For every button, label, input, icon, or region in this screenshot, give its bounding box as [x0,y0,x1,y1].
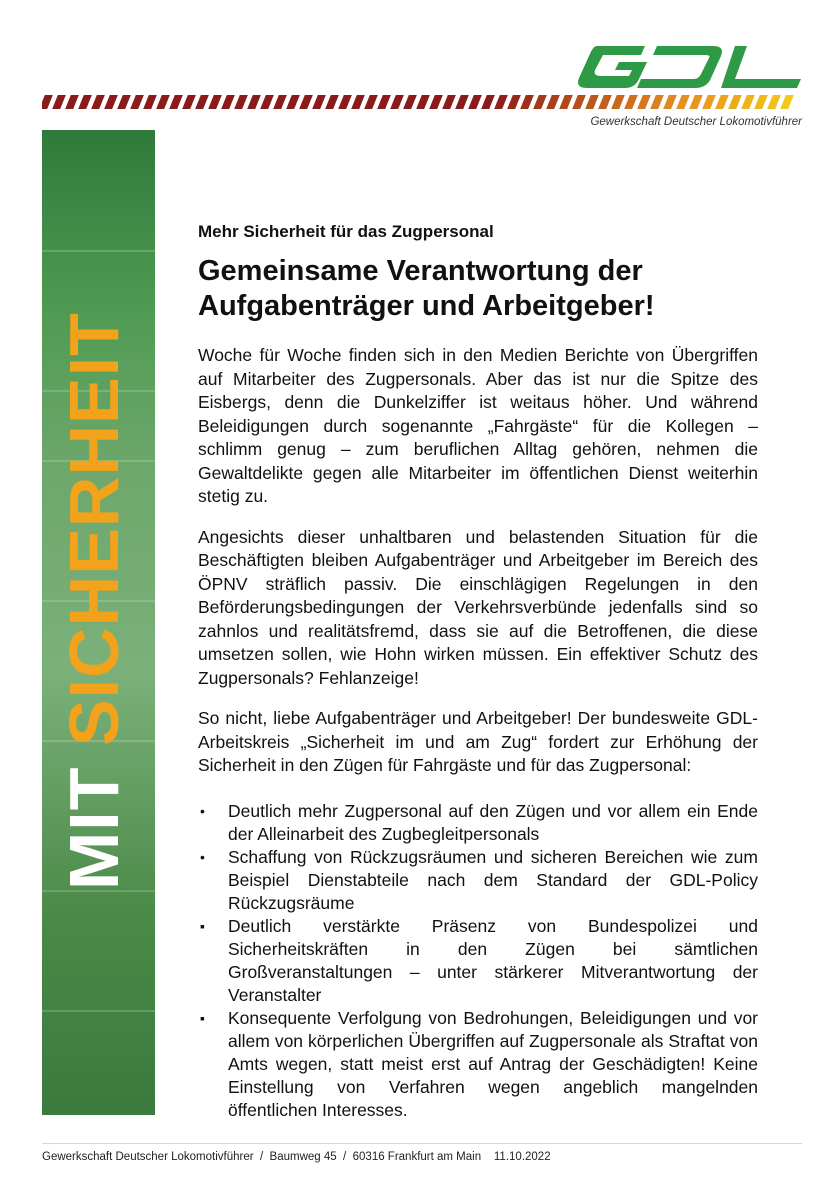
stripe-dash [429,95,443,109]
article [198,222,758,1122]
list-item-text: Deutlich mehr Zugpersonal auf den Zügen und vor allem ein Ende der Alleinarbeit des Zugbegleitpersonals [228,800,758,844]
stripe-dash [65,95,79,109]
stripe-dash [273,95,287,109]
stripe-dash [442,95,456,109]
stripe-dash [481,95,495,109]
stripe-dash [312,95,326,109]
stripe-dash [507,95,521,109]
stripe-dash [234,95,248,109]
stripe-dash [546,95,560,109]
footer-address: Gewerkschaft Deutscher Lokomotivführer / Baumweg 45 / 60316 Frankfurt am Main 11.10.2022 [42,1151,551,1163]
headline-line-1: Gemeinsame Verantwortung der [198,255,643,287]
stripe-dash [390,95,404,109]
stripe-dash [494,95,508,109]
stripe-dash [247,95,261,109]
stripe-dash [624,95,638,109]
bullet-icon: • [200,802,205,819]
stripe-dash [91,95,105,109]
stripe-dash [585,95,599,109]
stripe-dash [325,95,339,109]
stripe-dash [637,95,651,109]
square-bullet-icon: ▪ [200,917,205,934]
stripe-dash [286,95,300,109]
stripe-dash [650,95,664,109]
stripe-dash [572,95,586,109]
organization-name: Gewerkschaft Deutscher Lokomotivführer [590,116,802,128]
stripe-dash [403,95,417,109]
stripe-dash [702,95,716,109]
stripe-dash [299,95,313,109]
stripe-dash [52,95,66,109]
stripe-dash [260,95,274,109]
stripe-dash [767,95,781,109]
headline-line-2: Aufgabenträger und Arbeitgeber! [198,290,655,322]
stripe-dash [364,95,378,109]
banner-word-mit: MIT [55,766,133,890]
stripe-dash [559,95,573,109]
article-kicker: Mehr Sicherheit für das Zugpersonal [198,222,494,241]
list-item-text: Deutlich verstärkte Präsenz von Bundespolizei und Sicherheitskräften in den Zügen bei sämtlichen Großveranstaltungen – unter stärkerer Mitverantwortung der Veranstalter [228,915,758,1005]
stripe-dash [78,95,92,109]
paragraph-2: Angesichts dieser unhaltbaren und belastenden Situation für die Beschäftigten bleiben Aufgabenträger und Arbeitgeber im Bereich des ÖPNV sträflich passiv. Die einschlägigen Regelungen in den Beförderungsbedingungen der Verkehrsverbünde jedenfalls sind so zahnlos und realitätsfremd, dass sie auf die Betroffenen, die diese umsetzen sollen, wie Hohn wirken müssen. Ein effektiver Schutz des Zugpersonals? Fehlanzeige! [198,526,758,688]
stripe-dash [728,95,742,109]
stripe-dash [520,95,534,109]
stripe-dash [741,95,755,109]
stripe-dash [598,95,612,109]
stripe-dash [130,95,144,109]
stripe-dash [221,95,235,109]
list-item [198,800,758,846]
list-item-text: Konsequente Verfolgung von Bedrohungen, Beleidigungen und vor allem von körperlichen Übergriffen auf Zugpersonale als Straftat von Amts wegen, statt meist erst auf Antrag der Geschädigten! Keine Einstellung von Verfahren wegen angeblich mangelnden öffentlichen Interesses. [228,1007,758,1120]
list-item [198,915,758,1007]
stripe-dash [42,95,53,109]
stripe-dash [676,95,690,109]
stripe-dash [754,95,768,109]
stripe-dash [416,95,430,109]
stripe-dash [195,95,209,109]
stripe-dash [143,95,157,109]
list-item [198,846,758,915]
stripe-dash [208,95,222,109]
stripe-dash [169,95,183,109]
stripe-dash [455,95,469,109]
stripe-dash [611,95,625,109]
paragraph-3: So nicht, liebe Aufgabenträger und Arbeitgeber! Der bundesweite GDL-Arbeitskreis „Sicherheit im und am Zug“ fordert zur Erhöhung der Sicherheit in den Zügen für Fahrgäste und für das Zugpersonal: [198,708,758,775]
stripe-dash [689,95,703,109]
paragraph-1: Woche für Woche finden sich in den Medien Berichte von Übergriffen auf Mitarbeiter des Zugpersonals. Aber das ist nur die Spitze des Eisbergs, denn die Dunkelziffer ist weitaus höher. Und während Beleidigungen durch sogenannte „Fahrgäste“ für die Kollegen – schlimm genug – zum beruflichen Alltag gehören, nehmen die Gewaltdelikte gegen alle Mitarbeiter im öffentlichen Dienst weiterhin stetig zu. [198,345,758,506]
bullet-icon: • [200,848,205,865]
stripe-dash [351,95,365,109]
footer-divider [42,1143,802,1144]
stripe-dash [468,95,482,109]
stripe-dash [780,95,794,109]
stripe-dash [533,95,547,109]
stripe-dash [377,95,391,109]
side-banner [42,130,155,1115]
stripe-dash [715,95,729,109]
list-item [198,1007,758,1122]
header-stripe [42,95,802,109]
stripe-dash [104,95,118,109]
stripe-dash [338,95,352,109]
article-headline [198,254,758,324]
gdl-logo [575,46,801,88]
square-bullet-icon: ▪ [200,1009,205,1026]
stripe-dash [182,95,196,109]
stripe-dash [117,95,131,109]
banner-word-sicherheit: SICHERHEIT [55,312,133,747]
banner-text [55,312,133,890]
stripe-dash [663,95,677,109]
demands-list [198,800,758,1122]
stripe-dash [156,95,170,109]
list-item-text: Schaffung von Rückzugsräumen und sicheren Bereichen wie zum Beispiel Dienstabteile nach dem Standard der GDL-Policy Rückzugsräume [228,846,758,913]
